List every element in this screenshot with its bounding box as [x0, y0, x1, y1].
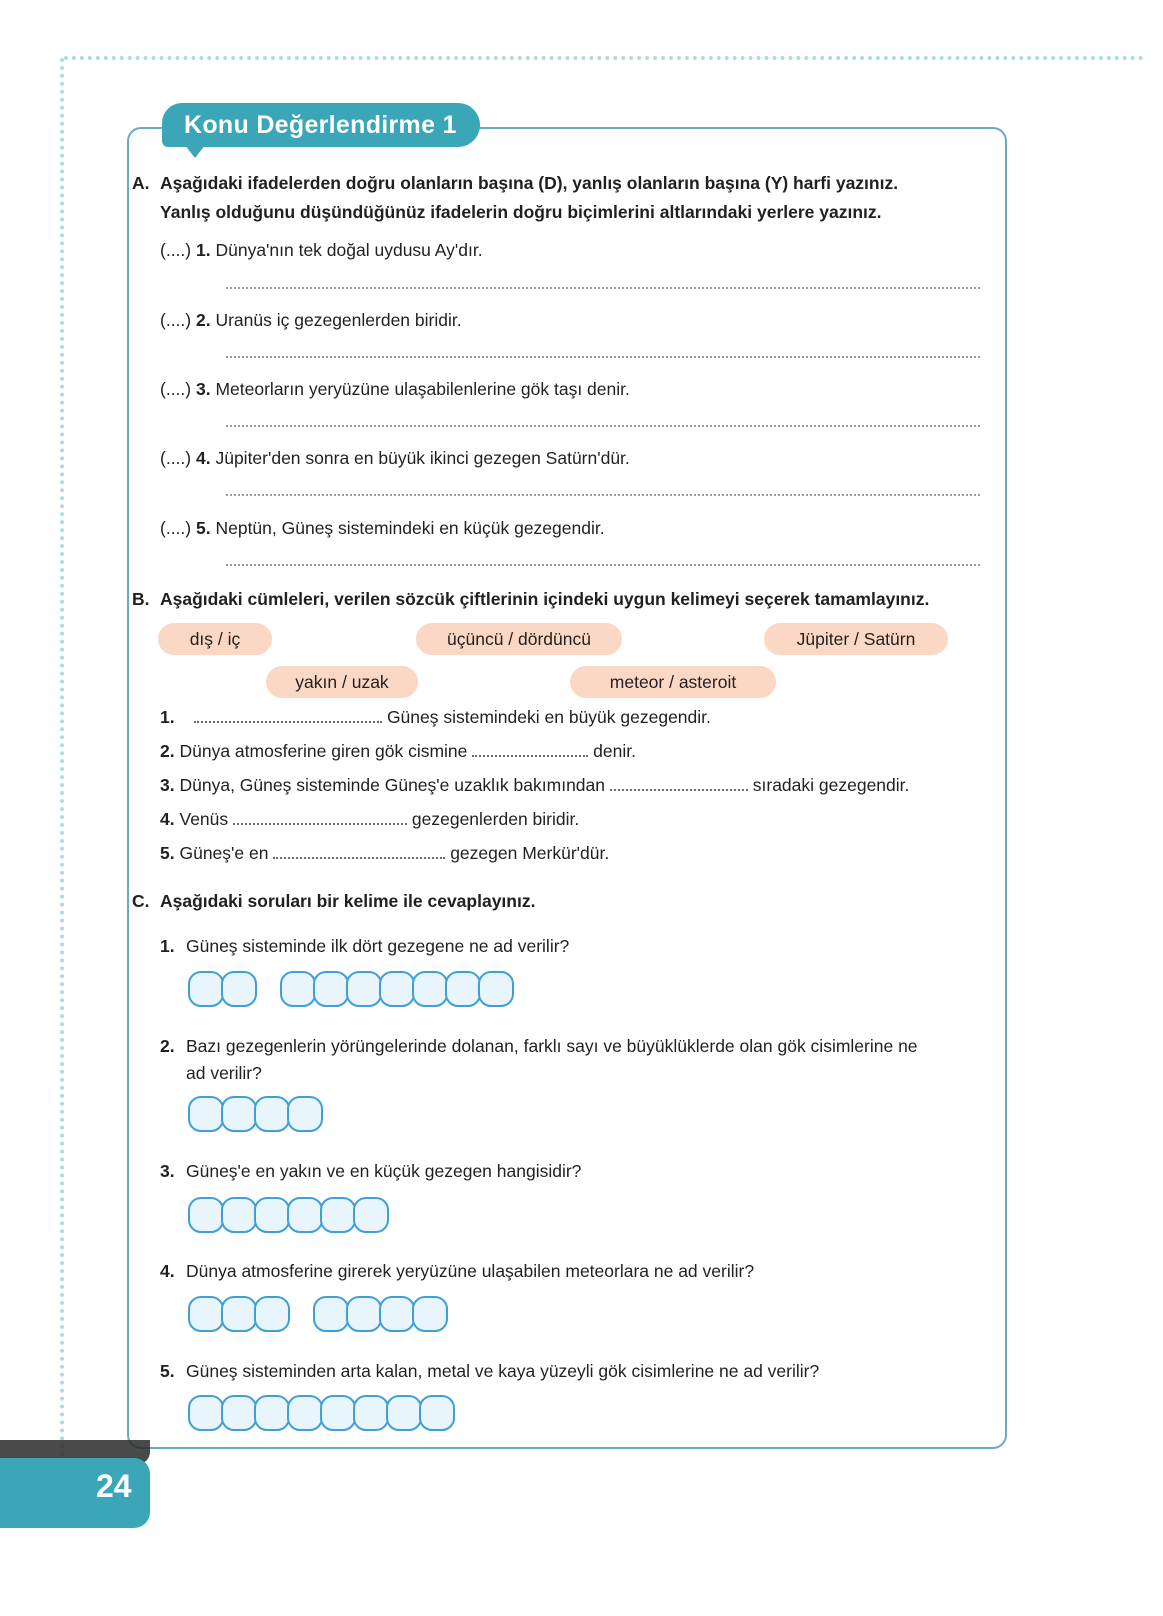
- true-false-item: (....) 5. Neptün, Güneş sistemindeki en küçük gezegendir.: [160, 518, 605, 538]
- section-a-instruction-line1: Aşağıdaki ifadelerden doğru olanların başına (D), yanlış olanların başına (Y) harfi yazınız.: [160, 173, 899, 193]
- correction-line[interactable]: [226, 356, 980, 358]
- fill-blank[interactable]: [233, 809, 407, 825]
- word-pair-pill: Jüpiter / Satürn: [764, 623, 948, 655]
- title-tab-pointer: [184, 144, 206, 158]
- answer-blank[interactable]: (....): [160, 240, 192, 260]
- answer-blank[interactable]: (....): [160, 310, 192, 330]
- section-b-instruction-text: Aşağıdaki cümleleri, verilen sözcük çiftlerinin içindeki uygun kelimeyi seçerek tamamlayınız.: [160, 589, 930, 609]
- section-c-letter: C.: [132, 891, 150, 911]
- section-c-instruction-text: Aşağıdaki soruları bir kelime ile cevaplayınız.: [160, 891, 536, 911]
- correction-line[interactable]: [226, 425, 980, 427]
- section-b-letter: B.: [132, 589, 150, 609]
- correction-line[interactable]: [226, 494, 980, 496]
- fill-blank[interactable]: [194, 707, 382, 723]
- page-title: Konu Değerlendirme 1: [162, 103, 480, 147]
- page-number: 24: [96, 1468, 132, 1504]
- fill-in-sentence: 5. Güneş'e en gezegen Merkür'dür.: [160, 843, 610, 863]
- true-false-item: (....) 1. Dünya'nın tek doğal uydusu Ay'dır.: [160, 240, 483, 260]
- true-false-item: (....) 4. Jüpiter'den sonra en büyük ikinci gezegen Satürn'dür.: [160, 448, 630, 468]
- true-false-item: (....) 2. Uranüs iç gezegenlerden biridir.: [160, 310, 462, 330]
- dotted-border-left: [60, 58, 64, 1498]
- section-a-letter: A.: [132, 173, 150, 193]
- word-pair-pill: yakın / uzak: [266, 666, 418, 698]
- answer-blank[interactable]: (....): [160, 448, 192, 468]
- word-pair-pill: meteor / asteroit: [570, 666, 776, 698]
- fill-blank[interactable]: [610, 775, 748, 791]
- fill-in-sentence: 1. Güneş sistemindeki en büyük gezegendir.: [160, 707, 711, 727]
- fill-blank[interactable]: [273, 843, 445, 859]
- section-a-instruction-line2: Yanlış olduğunu düşündüğünüz ifadelerin doğru biçimlerini altlarındaki yerlere yazınız.: [160, 202, 882, 222]
- fill-in-sentence: 2. Dünya atmosferine giren gök cismine denir.: [160, 741, 636, 761]
- word-pair-pill: dış / iç: [158, 623, 272, 655]
- fill-blank[interactable]: [472, 741, 588, 757]
- answer-boxes[interactable]: [188, 1197, 386, 1233]
- answer-boxes[interactable]: [188, 971, 511, 1007]
- dotted-border-top: [64, 56, 1144, 60]
- true-false-item: (....) 3. Meteorların yeryüzüne ulaşabilenlerine gök taşı denir.: [160, 379, 630, 399]
- answer-boxes[interactable]: [188, 1395, 452, 1431]
- answer-blank[interactable]: (....): [160, 518, 192, 538]
- answer-blank[interactable]: (....): [160, 379, 192, 399]
- correction-line[interactable]: [226, 564, 980, 566]
- answer-boxes[interactable]: [188, 1296, 445, 1332]
- word-pair-pill: üçüncü / dördüncü: [416, 623, 622, 655]
- fill-in-sentence: 3. Dünya, Güneş sisteminde Güneş'e uzaklık bakımından sıradaki gezegendir.: [160, 775, 910, 795]
- correction-line[interactable]: [226, 287, 980, 289]
- fill-in-sentence: 4. Venüs gezegenlerden biridir.: [160, 809, 580, 829]
- answer-boxes[interactable]: [188, 1096, 320, 1132]
